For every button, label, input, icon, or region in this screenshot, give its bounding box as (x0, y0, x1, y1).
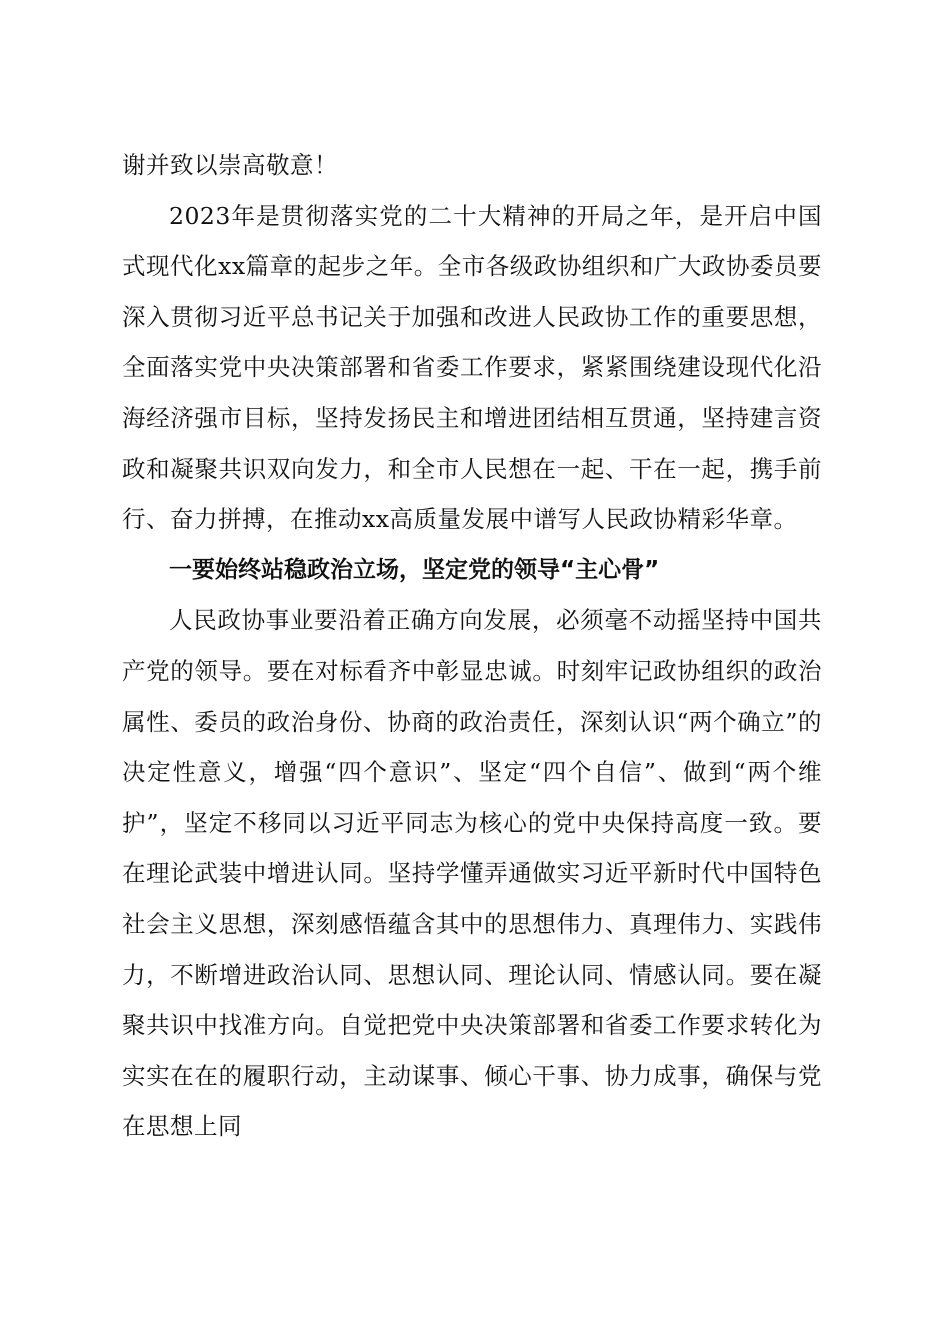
section-heading-1: 一要始终站稳政治立场，坚定党的领导“主心骨” (169, 556, 660, 583)
closing-line-paragraph: 谢并致以崇高敬意！ (122, 151, 338, 179)
document-body (122, 140, 822, 1152)
party-leadership-paragraph: 人民政协事业要沿着正确方向发展，必须毫不动摇坚持中国共产党的领导。要在对标看齐中彰显忠诚。时刻牢记政协组织的政治属性、委员的政治身份、协商的政治责任，深刻认识“两个确立”的决定性意义，增强“四个意识”、坚定“四个自信”、做到“两个维护”，坚定不移同以习近平同志为核心的党中央保持高度一致。要在理论武装中增进认同。坚持学懂弄通做实习近平新时代中国特色社会主义思想，深刻感悟蕴含其中的思想伟力、真理伟力、实践伟力，不断增进政治认同、思想认同、理论认同、情感认同。要在凝聚共识中找准方向。自觉把党中央决策部署和省委工作要求转化为实实在在的履职行动，主动谋事、倾心干事、协力成事，确保与党在思想上同 (122, 606, 822, 1141)
year-2023-paragraph: 2023年是贯彻落实党的二十大精神的开局之年，是开启中国式现代化xx篇章的起步之年。全市各级政协组织和广大政协委员要深入贯彻习近平总书记关于加强和改进人民政协工作的重要思想，全面落实党中央决策部署和省委工作要求，紧紧围绕建设现代化沿海经济强市目标，坚持发扬民主和增进团结相互贯通，坚持建言资政和凝聚共识双向发力，和全市人民想在一起、干在一起，携手前行、奋力拼搏，在推动xx高质量发展中谱写人民政协精彩华章。 (122, 201, 822, 534)
